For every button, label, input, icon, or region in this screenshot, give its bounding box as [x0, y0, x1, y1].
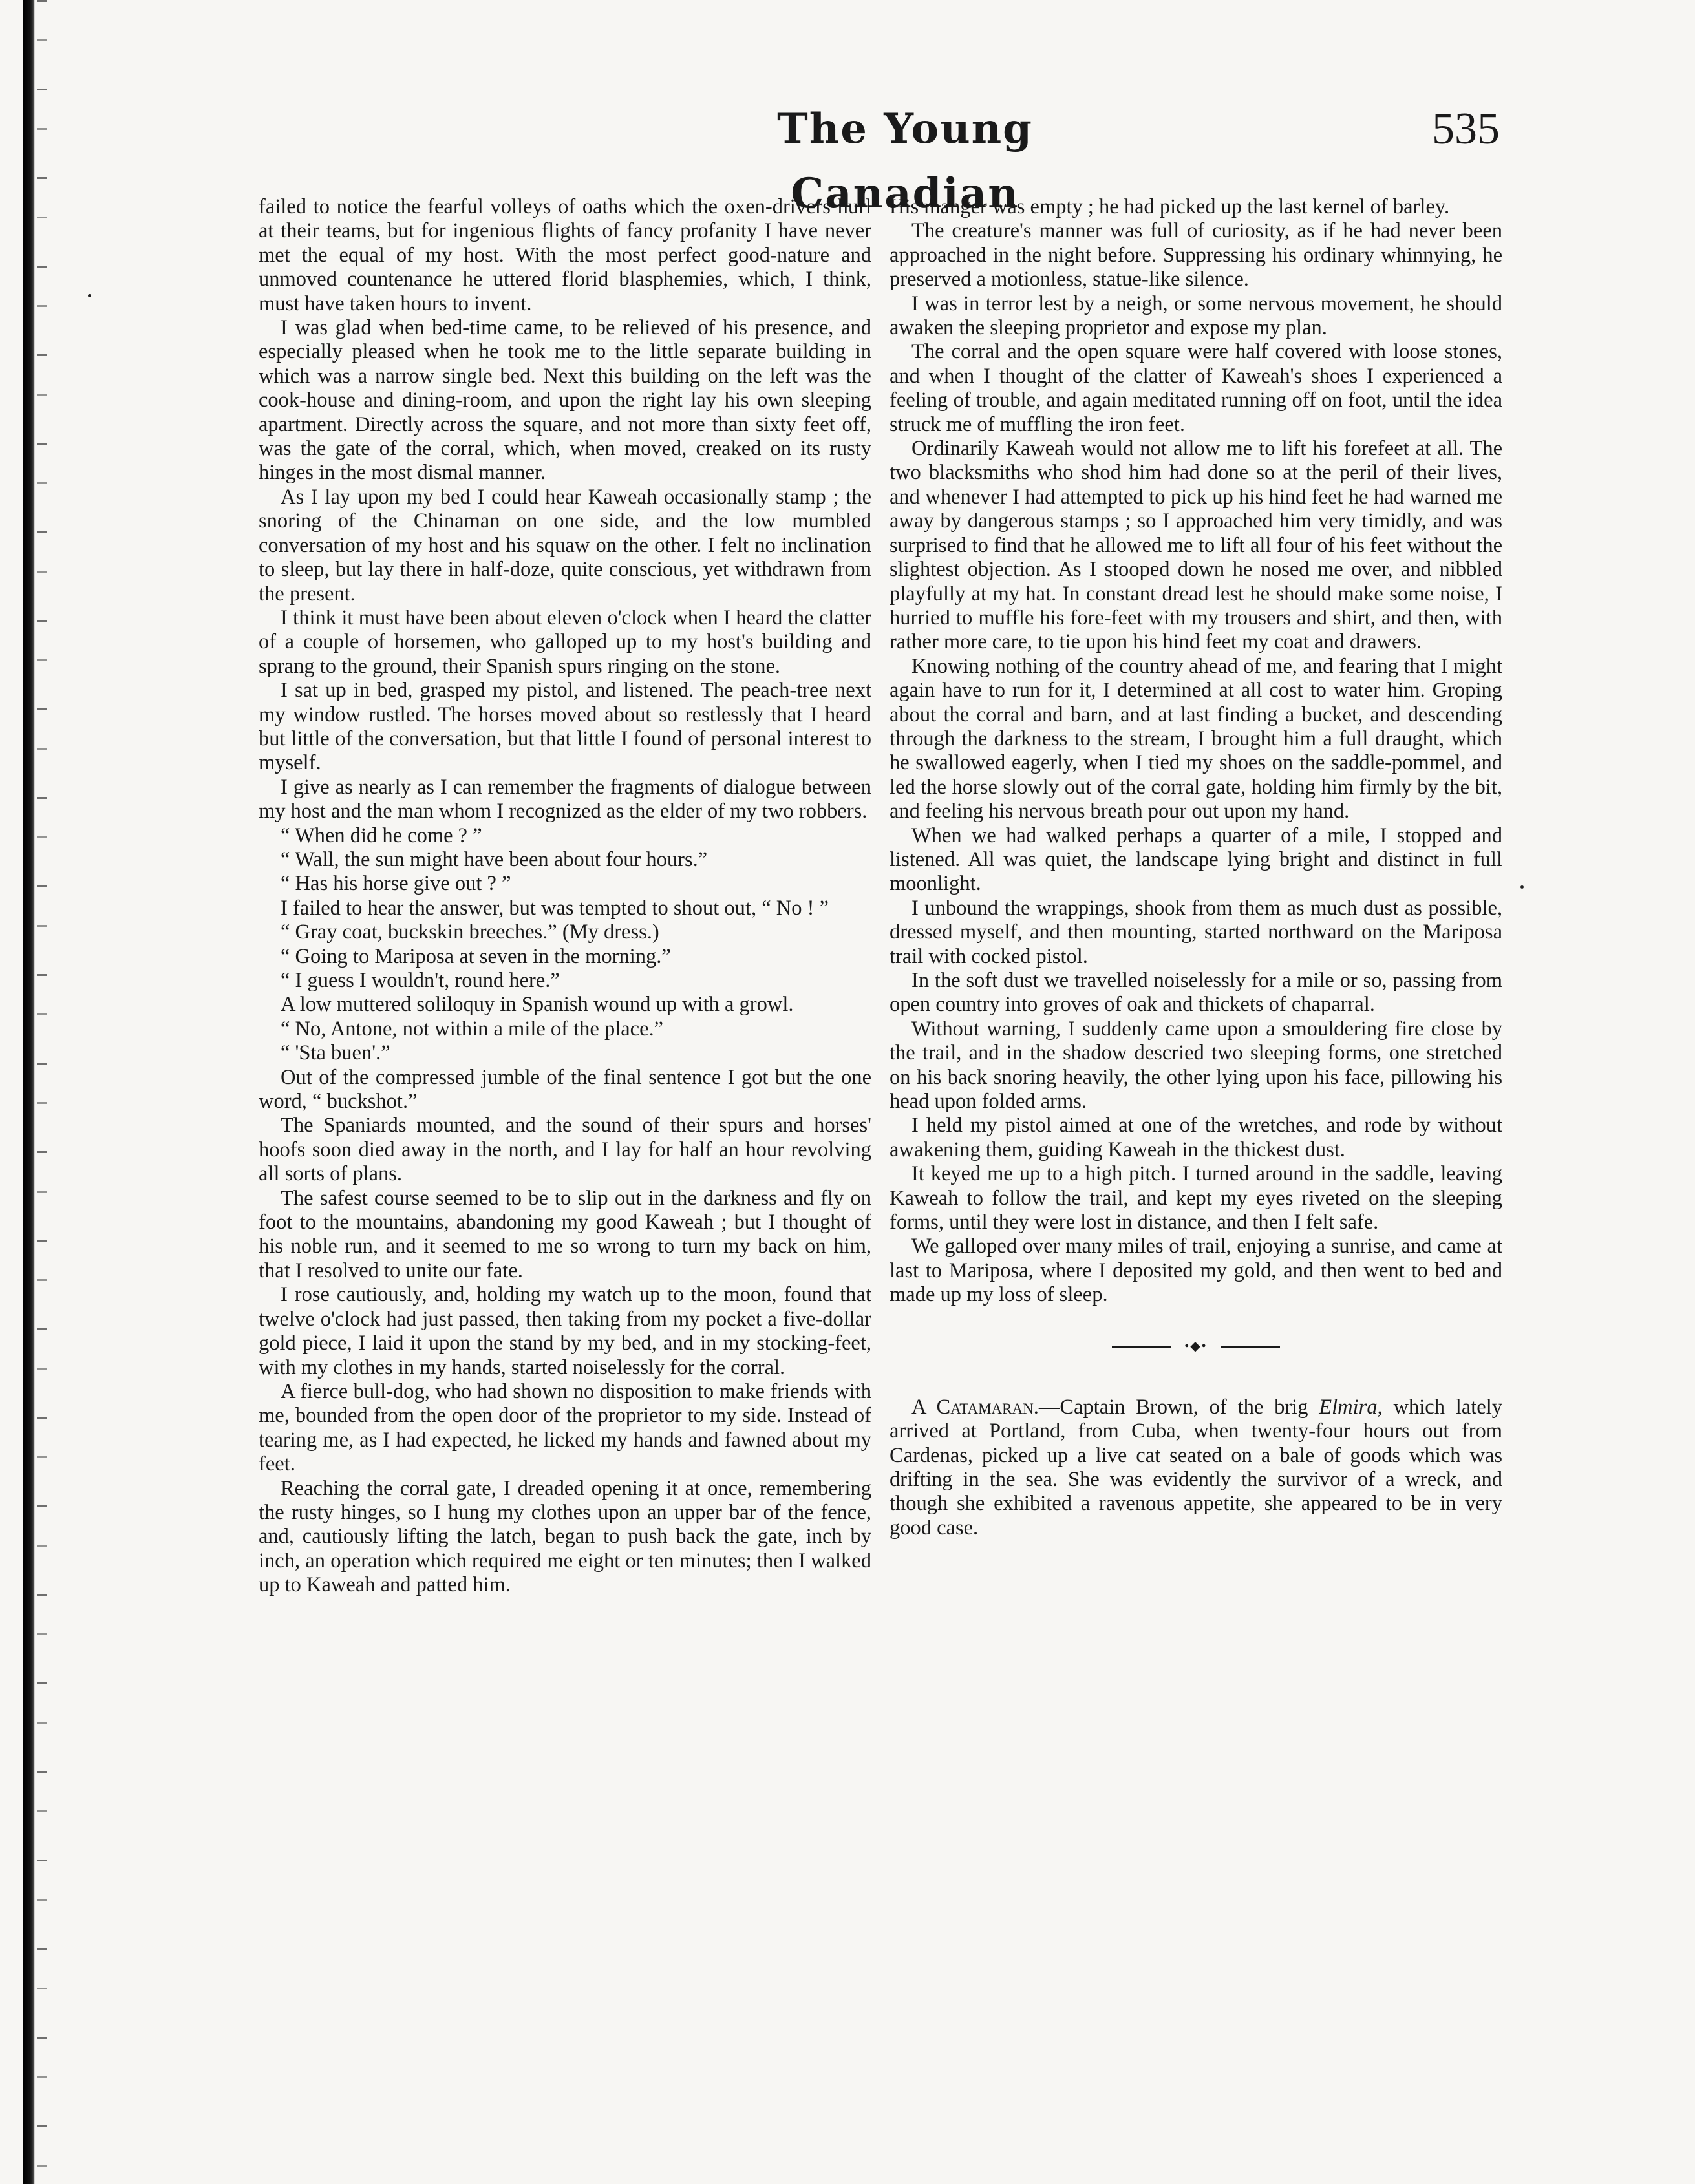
- paragraph: The creature's manner was full of curiosity, as if he had never been approached in the night before. Suppressing his ordinary whinnying, he preserved a motionless, statue-like silence.: [890, 219, 1502, 292]
- ship-name: Elmira: [1319, 1395, 1378, 1419]
- paragraph: I give as nearly as I can remember the fragments of dialogue between my host and the man whom I recognized as the elder of my two robbers.: [259, 775, 871, 823]
- paragraph: I failed to hear the answer, but was tempted to shout out, “ No ! ”: [281, 896, 829, 920]
- paragraph: “ When did he come ? ”: [281, 823, 482, 847]
- left-column: [259, 195, 871, 1598]
- paragraph: “ Wall, the sun might have been about four hours.”: [281, 847, 708, 871]
- paragraph: I was glad when bed-time came, to be relieved of his presence, and especially pleased when he took me to the little separate building in which was a narrow single bed. Next this building on the left was the cook-house and dining-room, and upon the right lay his own sleeping apartment. Directly across the square, and not more than sixty feet off, was the gate of the corral, which, when moved, creaked on its rusty hinges in the most dismal manner.: [259, 316, 871, 485]
- catamaran-body: , which lately arrived at Portland, from Cuba, when twenty-four hours out from Cardenas, picked up a live cat seated on a bale of goods which was drifting in the sea. She was evidently the survivor of a wreck, and though she exhibited a ravenous appetite, she appeared to be in very good case.: [890, 1395, 1502, 1540]
- paragraph: As I lay upon my bed I could hear Kaweah occasionally stamp ; the snoring of the Chinaman on one side, and the low mumbled conversation of my host and his squaw on the other. I felt no inclination to sleep, but lay there in half-doze, quite conscious, yet withdrawn from the present.: [259, 485, 871, 606]
- section-divider: [1112, 1339, 1280, 1353]
- paragraph: “ No, Antone, not within a mile of the place.”: [281, 1017, 664, 1041]
- paragraph: A low muttered soliloquy in Spanish wound up with a growl.: [281, 993, 794, 1017]
- page-number: 535: [1432, 104, 1500, 154]
- scan-speck: [1520, 885, 1524, 889]
- paragraph: “ I guess I wouldn't, round here.”: [281, 969, 560, 992]
- catamaran-paragraph: [890, 1395, 1502, 1540]
- right-column: [890, 195, 1502, 1540]
- paragraph: I sat up in bed, grasped my pistol, and listened. The peach-tree next my window rustled. The horses moved about so restlessly that I heard but little of the conversation, but that little I found of personal interest to myself.: [259, 679, 871, 775]
- paragraph: The corral and the open square were half covered with loose stones, and when I thought of the clatter of Kaweah's shoes I experienced a feeling of trouble, and again meditated running off on foot, until the idea struck me of muffling the iron feet.: [890, 340, 1502, 436]
- paragraph: The Spaniards mounted, and the sound of their spurs and horses' hoofs soon died away in the north, and I lay for half an hour revolving all sorts of plans.: [259, 1114, 871, 1186]
- paragraph: In the soft dust we travelled noiselessly for a mile or so, passing from open country into groves of oak and thickets of chaparral.: [890, 969, 1502, 1017]
- paragraph: The safest course seemed to be to slip out in the darkness and fly on foot to the mountains, abandoning my good Kaweah ; but I thought of his noble run, and it seemed to me so wrong to turn my back on him, that I resolved to unite our fate.: [259, 1186, 871, 1282]
- paragraph: “ 'Sta buen'.”: [281, 1041, 390, 1065]
- paragraph: Knowing nothing of the country ahead of me, and fearing that I might again have to run for it, I determined at all cost to water him. Groping about the corral and barn, and at last finding a bucket, and descending through the darkness to the stream, I brought him a full draught, which he swallowed eagerly, when I tied my shoes on the saddle-pommel, and led the horse slowly out of the corral gate, holding him firmly by the bit, and feeling his nervous breath pour out upon my hand.: [890, 654, 1502, 823]
- divider-rule-right: [1221, 1346, 1280, 1348]
- paragraph: failed to notice the fearful volleys of oaths which the oxen-drivers hurl at their teams, but for ingenious flights of fancy profanity I have never met the equal of my host. With the most perfect good-nature and unmoved countenance he uttered florid blasphemies, which, I think, must have taken hours to invent.: [259, 195, 871, 315]
- paragraph: I held my pistol aimed at one of the wretches, and rode by without awakening them, guiding Kaweah in the thickest dust.: [890, 1114, 1502, 1161]
- divider-rule-left: [1112, 1346, 1171, 1348]
- paragraph: It keyed me up to a high pitch. I turned around in the saddle, leaving Kaweah to follow the trail, and kept my eyes riveted on the sleeping forms, until they were lost in distance, and then I felt safe.: [890, 1162, 1502, 1235]
- right-column-story: [890, 195, 1502, 1308]
- paragraph: “ Has his horse give out ? ”: [281, 872, 511, 896]
- paragraph: A fierce bull-dog, who had shown no disposition to make friends with me, bounded from the open door of the proprietor to my side. Instead of tearing me, as I had expected, he licked my hands and fawned about my feet.: [259, 1379, 871, 1476]
- divider-ornament: •◆•: [1184, 1339, 1208, 1353]
- paragraph: When we had walked perhaps a quarter of a mile, I stopped and listened. All was quiet, the landscape lying bright and distinct in full moonlight.: [890, 823, 1502, 896]
- paragraph: His manger was empty ; he had picked up the last kernel of barley.: [890, 195, 1450, 218]
- paragraph: I think it must have been about eleven o'clock when I heard the clatter of a couple of horsemen, who galloped up to my host's building and sprang to the ground, their Spanish spurs ringing on the stone.: [259, 606, 871, 678]
- catamaran-lead: —Captain Brown, of the brig: [1038, 1395, 1319, 1419]
- paragraph: I unbound the wrappings, shook from them as much dust as possible, dressed myself, and then mounting, started northward on the Mariposa trail with cocked pistol.: [890, 896, 1502, 968]
- paragraph: Reaching the corral gate, I dreaded opening it at once, remembering the rusty hinges, so I hung my clothes upon an upper bar of the fence, and, cautiously lifting the latch, began to push back the gate, inch by inch, an operation which required me eight or ten minutes; then I walked up to Kaweah and patted him.: [259, 1476, 871, 1597]
- paragraph: We galloped over many miles of trail, enjoying a sunrise, and came at last to Mariposa, where I deposited my gold, and then went to bed and made up my loss of sleep.: [890, 1235, 1502, 1307]
- spine-scan-marks: [37, 0, 47, 2184]
- scan-speck: [88, 294, 91, 297]
- catamaran-heading: A Catamaran.: [911, 1395, 1039, 1419]
- page-spine-shadow: [23, 0, 35, 2184]
- paragraph: “ Going to Mariposa at seven in the morning.”: [281, 944, 671, 968]
- paragraph: I was in terror lest by a neigh, or some nervous movement, he should awaken the sleeping proprietor and expose my plan.: [890, 292, 1502, 340]
- paragraph: Out of the compressed jumble of the final sentence I got but the one word, “ buckshot.”: [259, 1065, 871, 1114]
- paragraph: I rose cautiously, and, holding my watch up to the moon, found that twelve o'clock had just passed, then taking from my pocket a five-dollar gold piece, I laid it upon the stand by my bed, and in my stocking-feet, with my clothes in my hands, started noiselessly for the corral.: [259, 1283, 871, 1379]
- masthead-title: The Young Canadian: [777, 105, 1033, 218]
- paragraph: Ordinarily Kaweah would not allow me to lift his forefeet at all. The two blacksmiths who shod him had done so at the peril of their lives, and whenever I had attempted to pick up his hind feet he had warned me away by dangerous stamps ; so I approached him very timidly, and was surprised to find that he allowed me to lift all four of his feet without the slightest objection. As I stooped down he nosed me over, and nibbled playfully at my hat. In constant dread lest he should make some noise, I hurried to muffle his fore-feet with my trousers and shirt, and then, with rather more care, to tie upon his hind feet my coat and drawers.: [890, 437, 1502, 654]
- paragraph: Without warning, I suddenly came upon a smouldering fire close by the trail, and in the shadow descried two sleeping forms, one stretched on his back snoring heavily, the other lying upon his face, pillowing his head upon folded arms.: [890, 1017, 1502, 1114]
- paragraph: “ Gray coat, buckskin breeches.” (My dress.): [281, 920, 659, 944]
